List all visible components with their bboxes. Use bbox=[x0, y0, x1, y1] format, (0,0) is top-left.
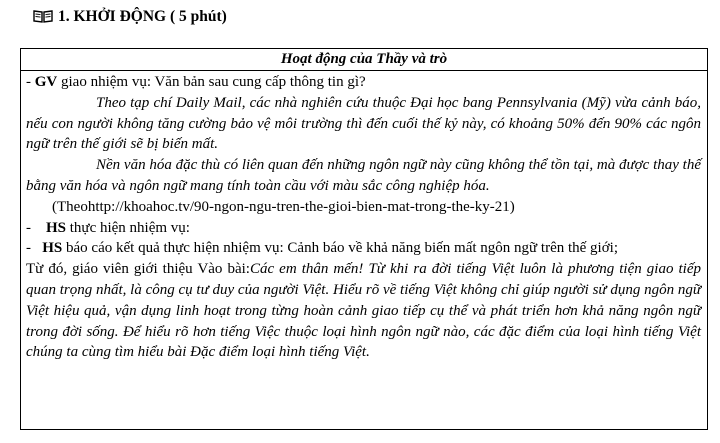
source-citation: (Theohttp://khoahoc.tv/90-ngon-ngu-tren-the-gioi-bien-mat-trong-the-ky-21) bbox=[52, 198, 515, 215]
section-heading bbox=[33, 8, 227, 26]
student-report-text: báo cáo kết quả thực hiện nhiệm vụ: Cảnh báo về khả năng biến mất ngôn ngữ trên thế giới; bbox=[62, 240, 618, 257]
activity-table bbox=[20, 48, 708, 430]
quote-paragraph-1: Theo tạp chí Daily Mail, các nhà nghiên cứu thuộc Đại học bang Pennsylvania (Mỹ) vừa cảnh báo, nếu con người không tăng cường bảo vệ môi trường thì đến cuối thế kỷ này, có khoảng 50% đến 90% các ngôn ngữ trên thế giới sẽ bị biến mất. bbox=[26, 94, 701, 153]
quote-paragraph-2: Nền văn hóa đặc thù có liên quan đến những ngôn ngữ này cũng không thể tồn tại, mà được thay thế bằng văn hóa và ngôn ngữ mang tính toàn cầu với màu sắc công nghiệp hóa. bbox=[26, 157, 701, 194]
table-cell bbox=[21, 71, 707, 363]
task-text: giao nhiệm vụ: Văn bản sau cung cấp thông tin gì? bbox=[57, 74, 366, 90]
bullet-dash: - bbox=[26, 74, 35, 90]
open-book-icon bbox=[33, 9, 53, 23]
table-header: Hoạt động của Thầy và trò bbox=[21, 49, 707, 71]
bullet-dash: - bbox=[26, 219, 35, 236]
actor-gv: GV bbox=[34, 74, 58, 90]
lesson-intro-body: Các em thân mến! Từ khi ra đời tiếng Việt luôn là phương tiện giao tiếp quan trọng nhất, là công cụ tư duy của người Việt. Hiểu rõ về tiếng Việt không chỉ giúp người sử dụng ngôn ngữ Việt hiệu quả, vận dụng linh hoạt trong từng hoàn cảnh giao tiếp cụ thể và phát triển hơn khả năng ngôn ngữ trong đời sống. Để hiểu rõ hơn tiếng Việc thuộc loại hình ngôn ngữ nào, các đặc điểm của loại hình tiếng Việt chúng ta cùng tìm hiểu bài Đặc điểm loại hình tiếng Việt. bbox=[26, 261, 702, 361]
task-assignment bbox=[26, 72, 701, 93]
student-task bbox=[26, 218, 701, 239]
lesson-intro-lead: Từ đó, giáo viên giới thiệu Vào bài: bbox=[26, 261, 250, 278]
student-report bbox=[26, 238, 701, 259]
section-heading-text: 1. KHỞI ĐỘNG ( 5 phút) bbox=[58, 8, 227, 25]
actor-hs: HS bbox=[42, 240, 63, 257]
student-task-text: thực hiện nhiệm vụ: bbox=[66, 219, 190, 236]
lesson-intro bbox=[26, 259, 701, 363]
bullet-dash: - bbox=[26, 240, 35, 257]
actor-hs: HS bbox=[46, 219, 67, 236]
